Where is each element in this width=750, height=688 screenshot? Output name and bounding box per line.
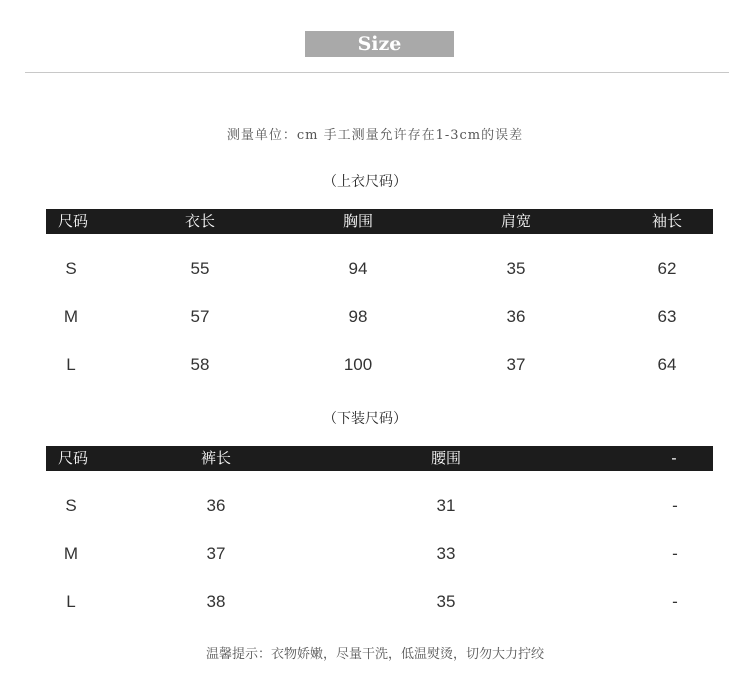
cell-size: L [66, 355, 76, 374]
cell-blank: - [672, 496, 678, 515]
table-row [46, 590, 713, 614]
cell-waist: 33 [436, 544, 456, 563]
size-banner: Size [305, 31, 454, 57]
cell-size: M [63, 544, 79, 563]
cell-size: L [66, 592, 76, 611]
header-pants-length: 裤长 [200, 449, 232, 467]
cell-sleeve: 63 [657, 307, 677, 326]
care-note: 温馨提示：衣物娇嫩，尽量干洗，低温熨烫，切勿大力拧绞 [205, 647, 544, 662]
table-row [46, 353, 713, 377]
cell-size: M [63, 307, 79, 326]
table-row [46, 494, 713, 518]
cell-shoulder: 35 [506, 259, 526, 278]
table-row [46, 305, 713, 329]
cell-waist: 31 [436, 496, 456, 515]
cell-pants-length: 38 [206, 592, 226, 611]
cell-blank: - [672, 592, 678, 611]
cell-pants-length: 37 [206, 544, 226, 563]
header-waist: 腰围 [430, 449, 462, 467]
cell-length: 58 [190, 355, 210, 374]
header-sleeve: 袖长 [651, 212, 683, 230]
cell-shoulder: 37 [506, 355, 526, 374]
divider-line [25, 72, 729, 73]
header-chest: 胸围 [342, 212, 374, 230]
header-size: 尺码 [58, 212, 89, 230]
cell-pants-length: 36 [206, 496, 226, 515]
cell-sleeve: 64 [657, 355, 677, 374]
top-size-title: （上衣尺码） [323, 174, 407, 190]
cell-shoulder: 36 [506, 307, 526, 326]
header-length: 衣长 [184, 212, 216, 230]
header-shoulder: 肩宽 [500, 212, 532, 230]
table-row [46, 542, 713, 566]
cell-length: 57 [190, 307, 210, 326]
cell-size: S [65, 259, 77, 278]
top-table-header [46, 209, 713, 234]
bottom-table-header [46, 446, 713, 471]
bottom-size-title: （下装尺码） [323, 411, 407, 427]
cell-blank: - [672, 544, 678, 563]
header-blank: - [671, 449, 677, 467]
measurement-note: 测量单位：cm 手工测量允许存在1-3cm的误差 [226, 128, 524, 143]
cell-length: 55 [190, 259, 210, 278]
header-size: 尺码 [58, 449, 89, 467]
table-row [46, 257, 713, 281]
cell-waist: 35 [436, 592, 456, 611]
cell-chest: 98 [348, 307, 368, 326]
cell-chest: 94 [348, 259, 368, 278]
cell-chest: 100 [343, 355, 373, 374]
cell-size: S [65, 496, 77, 515]
cell-sleeve: 62 [657, 259, 677, 278]
